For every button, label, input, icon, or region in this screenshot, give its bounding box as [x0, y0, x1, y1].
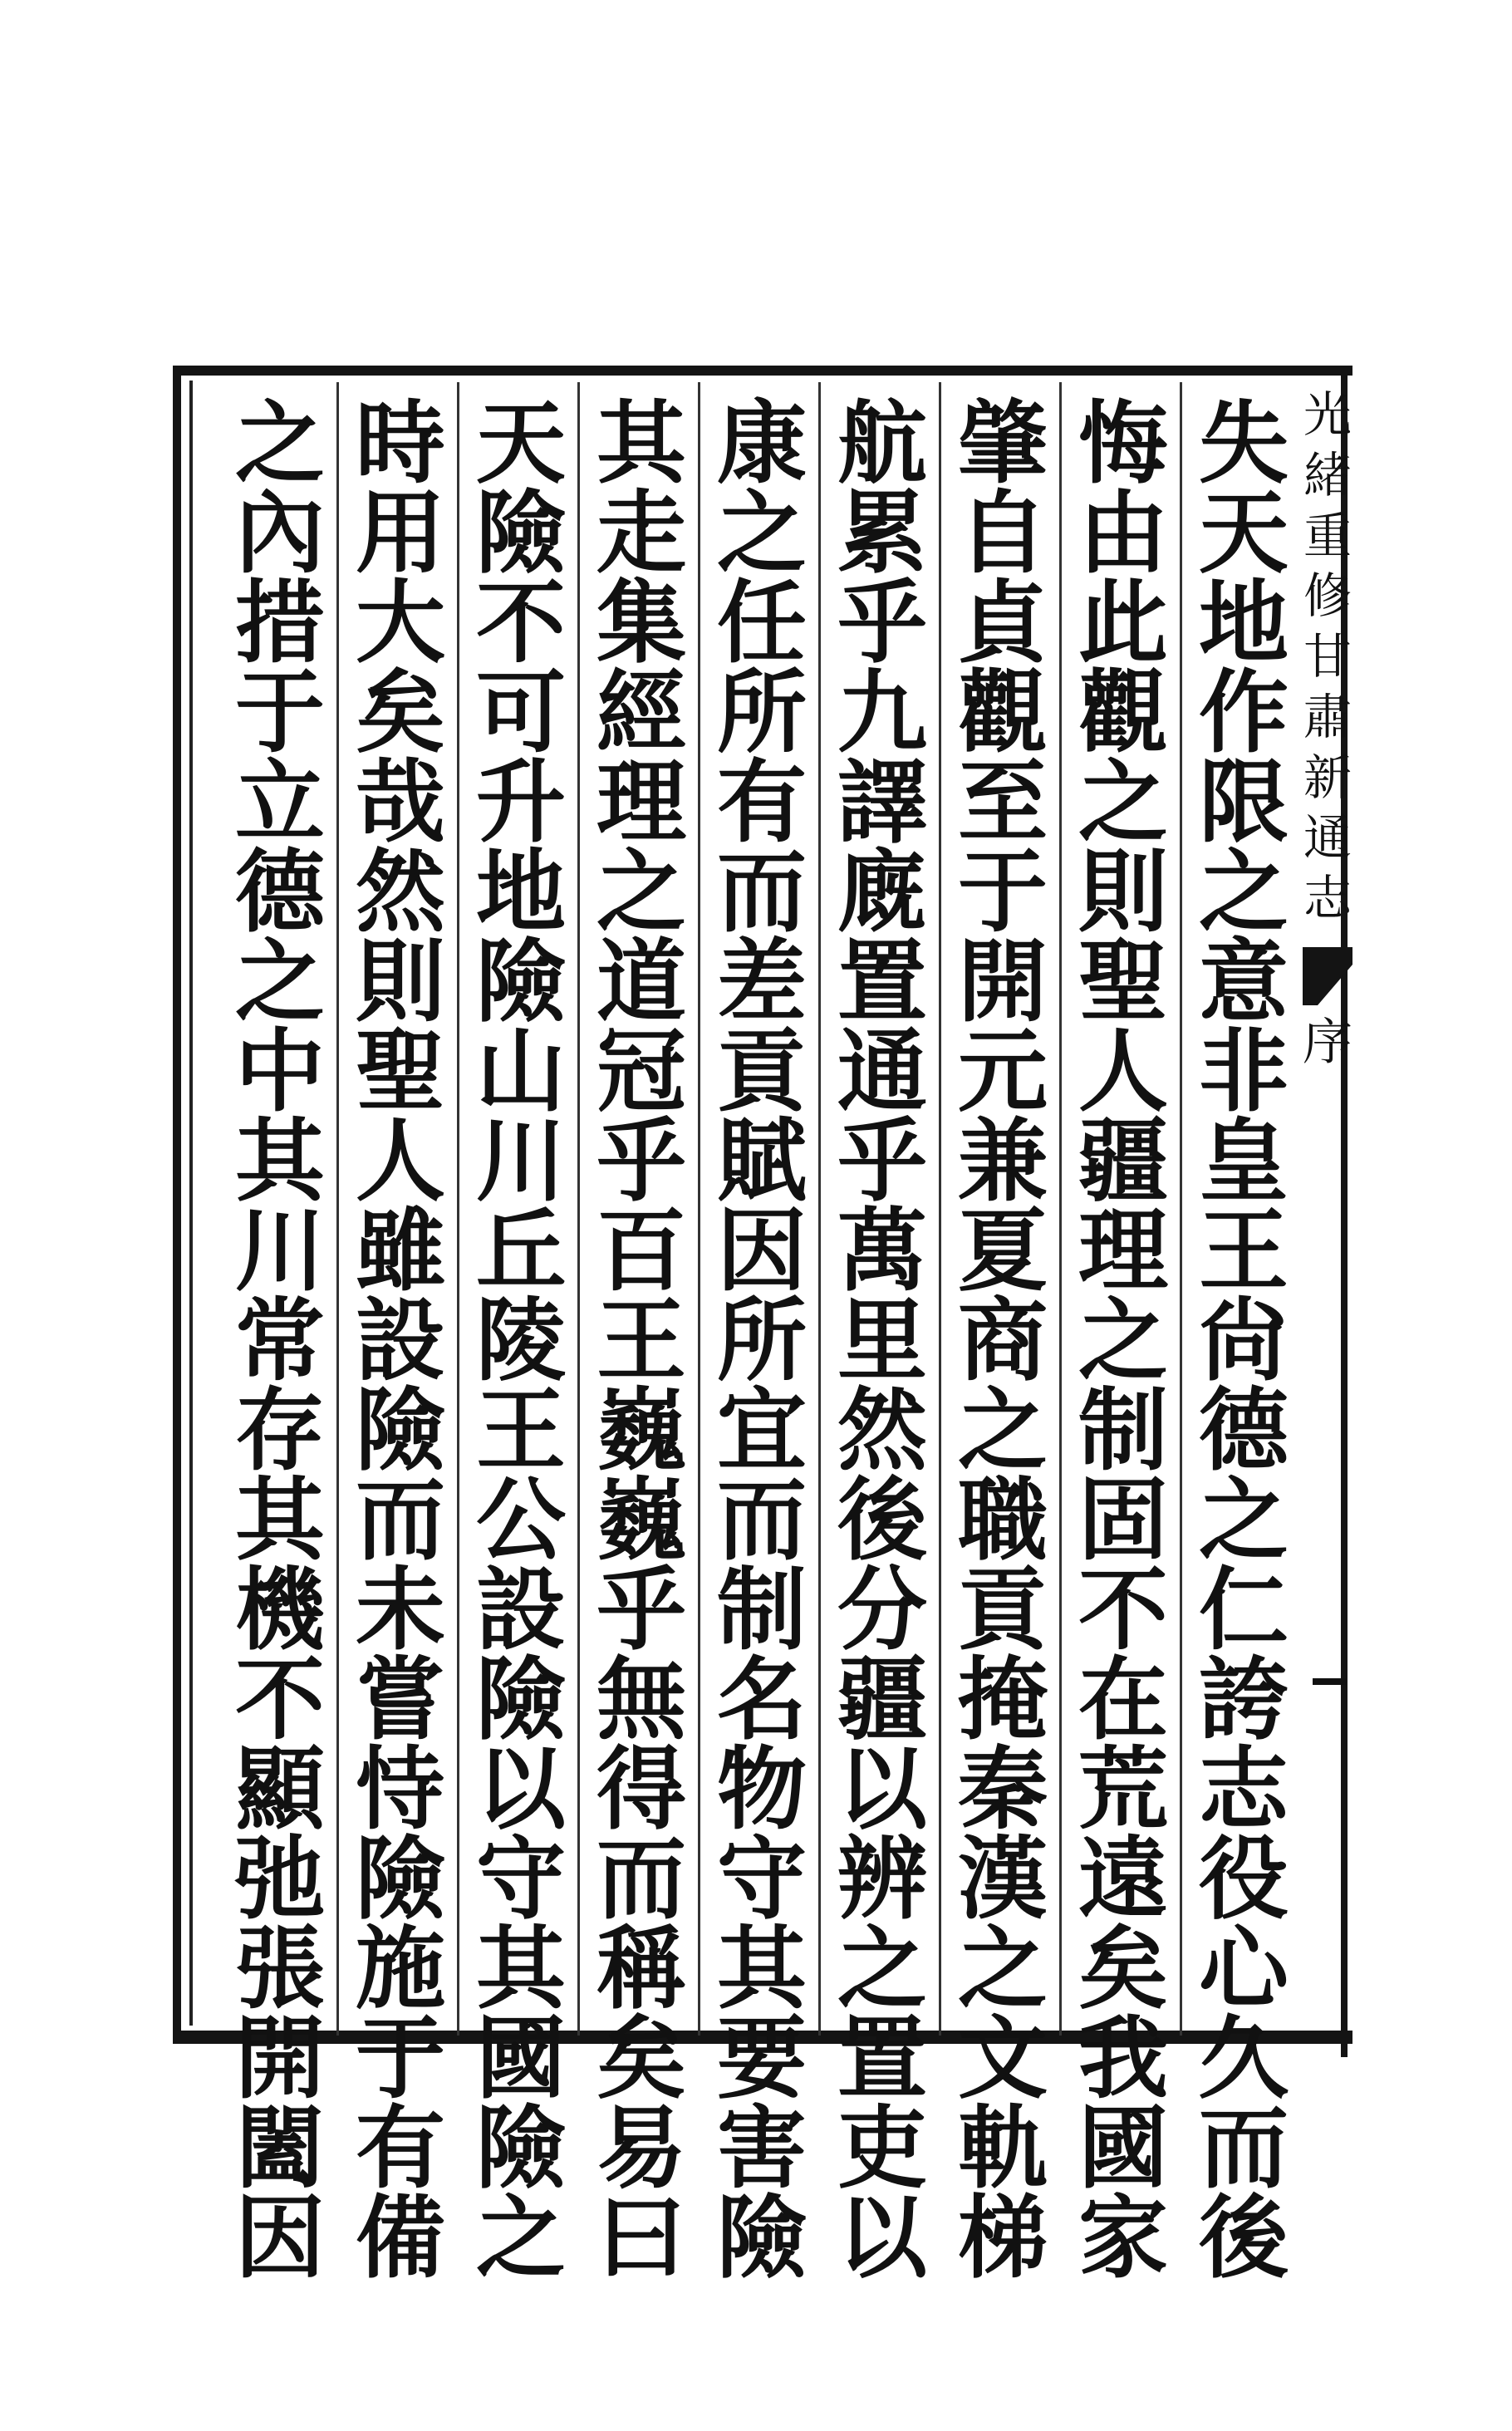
text-character: 之 [1078, 1289, 1168, 1393]
column-rule [577, 382, 580, 2036]
text-character: 則 [1078, 840, 1168, 945]
text-character: 險 [355, 1378, 445, 1483]
text-character: 仁 [1198, 1558, 1289, 1662]
text-character: 乎 [837, 571, 927, 675]
text-character: 險 [475, 1648, 566, 1752]
column-rule [698, 382, 700, 2036]
text-character: 大 [355, 571, 445, 675]
text-character: 之 [837, 1917, 927, 2021]
text-character: 兼 [957, 1109, 1048, 1214]
text-character: 名 [716, 1648, 807, 1752]
margin-title-char: 志 [1303, 870, 1352, 922]
text-character: 丘 [475, 1199, 566, 1304]
text-character: 存 [234, 1378, 325, 1483]
text-character: 矣 [355, 661, 445, 765]
text-character: 萬 [837, 1199, 927, 1304]
text-character: 之 [234, 930, 325, 1034]
text-column-2 [1069, 391, 1177, 2291]
text-character: 無 [596, 1648, 686, 1752]
text-character: 其 [596, 391, 686, 496]
text-character: 之 [234, 391, 325, 496]
text-character: 夏 [957, 1199, 1048, 1304]
text-character: 稱 [596, 1917, 686, 2021]
text-character: 所 [716, 661, 807, 765]
text-character: 之 [596, 840, 686, 945]
column-rule [818, 382, 821, 2036]
text-character: 山 [475, 1019, 566, 1124]
text-character: 意 [1198, 930, 1289, 1034]
text-character: 之 [1078, 750, 1168, 855]
text-character: 悔 [1078, 391, 1168, 496]
text-character: 要 [716, 2006, 807, 2111]
margin-title-char: 新 [1303, 749, 1352, 806]
text-character: 哉 [355, 750, 445, 855]
text-character: 開 [957, 930, 1048, 1034]
text-character: 人 [1078, 1019, 1168, 1124]
text-character: 文 [957, 2006, 1048, 2111]
text-character: 所 [716, 1289, 807, 1393]
text-character: 觀 [957, 661, 1048, 765]
text-character: 得 [596, 1737, 686, 1842]
text-character: 之 [716, 481, 807, 586]
text-character: 機 [234, 1558, 325, 1662]
text-character: 之 [957, 1378, 1048, 1483]
text-character: 我 [1078, 2006, 1168, 2111]
text-character: 德 [1198, 1378, 1289, 1483]
text-character: 元 [957, 1019, 1048, 1124]
text-character: 有 [355, 2096, 445, 2201]
text-character: 差 [716, 930, 807, 1034]
text-character: 之 [1198, 1468, 1289, 1573]
text-character: 川 [234, 1199, 325, 1304]
text-character: 然 [837, 1378, 927, 1483]
text-character: 其 [716, 1917, 807, 2021]
text-character: 之 [1198, 840, 1289, 945]
text-character: 理 [596, 750, 686, 855]
text-character: 制 [1078, 1378, 1168, 1483]
text-character: 開 [234, 2006, 325, 2111]
text-character: 梯 [957, 2186, 1048, 2291]
text-character: 公 [475, 1468, 566, 1573]
text-character: 因 [234, 2186, 325, 2291]
text-character: 中 [234, 1019, 325, 1124]
text-character: 國 [1078, 2096, 1168, 2201]
text-character: 通 [837, 1019, 927, 1124]
text-character: 因 [716, 1199, 807, 1304]
text-column-6 [587, 391, 695, 2291]
text-character: 川 [475, 1109, 566, 1214]
text-character: 以 [837, 2186, 927, 2291]
text-character: 百 [596, 1199, 686, 1304]
text-character: 易 [596, 2096, 686, 2201]
text-character: 觀 [1078, 661, 1168, 765]
text-character: 航 [837, 391, 927, 496]
text-character: 時 [355, 391, 445, 496]
text-character: 秦 [957, 1737, 1048, 1842]
text-character: 辨 [837, 1827, 927, 1932]
text-character: 巍 [596, 1378, 686, 1483]
margin-title-char: 甘 [1303, 628, 1352, 685]
text-character: 皇 [1198, 1109, 1289, 1214]
text-character: 職 [957, 1468, 1048, 1573]
text-character: 地 [1198, 571, 1289, 675]
text-character: 遠 [1078, 1827, 1168, 1932]
text-character: 有 [716, 750, 807, 855]
text-character: 家 [1078, 2186, 1168, 2291]
text-character: 人 [355, 1109, 445, 1214]
text-character: 任 [716, 571, 807, 675]
column-rule [1180, 382, 1182, 2036]
text-character: 役 [1198, 1827, 1289, 1932]
text-character: 然 [355, 840, 445, 945]
column-rule [1059, 382, 1062, 2036]
text-character: 走 [596, 481, 686, 586]
text-character: 道 [596, 930, 686, 1034]
text-character: 集 [596, 571, 686, 675]
text-character: 至 [957, 750, 1048, 855]
text-character: 尙 [1198, 1289, 1289, 1393]
text-character: 里 [837, 1289, 927, 1393]
text-character: 疆 [1078, 1109, 1168, 1214]
text-character: 失 [1198, 391, 1289, 496]
text-character: 立 [234, 750, 325, 855]
margin-book-title [1303, 390, 1352, 922]
text-character: 商 [957, 1289, 1048, 1393]
text-character: 冠 [596, 1019, 686, 1124]
text-character: 不 [234, 1648, 325, 1752]
text-character: 弛 [234, 1827, 325, 1932]
text-character: 自 [957, 481, 1048, 586]
text-character: 曰 [596, 2186, 686, 2291]
margin-section-label [1303, 1014, 1352, 1138]
text-character: 宜 [716, 1378, 807, 1483]
text-character: 誇 [1198, 1648, 1289, 1752]
text-character: 王 [475, 1378, 566, 1483]
text-character: 設 [475, 1558, 566, 1662]
text-character: 則 [355, 930, 445, 1034]
text-character: 巍 [596, 1468, 686, 1573]
margin-title-char: 通 [1303, 809, 1352, 867]
text-character: 險 [475, 930, 566, 1034]
text-column-9 [226, 391, 334, 2291]
text-character: 險 [475, 2096, 566, 2201]
text-column-1 [1190, 391, 1298, 2291]
text-character: 肇 [957, 391, 1048, 496]
text-character: 譯 [837, 750, 927, 855]
text-character: 掩 [957, 1648, 1048, 1752]
text-character: 陵 [475, 1289, 566, 1393]
text-character: 之 [957, 1917, 1048, 2021]
text-character: 分 [837, 1558, 927, 1662]
text-character: 恃 [355, 1737, 445, 1842]
column-rule [336, 382, 339, 2036]
text-character: 作 [1198, 661, 1289, 765]
text-character: 後 [837, 1468, 927, 1573]
text-column-8 [346, 391, 454, 2291]
text-character: 其 [234, 1109, 325, 1214]
text-character: 設 [355, 1289, 445, 1393]
text-character: 不 [475, 571, 566, 675]
text-character: 而 [355, 1468, 445, 1573]
text-character: 制 [716, 1558, 807, 1662]
text-character: 而 [716, 840, 807, 945]
text-character: 施 [355, 1917, 445, 2021]
text-character: 志 [1198, 1737, 1289, 1842]
text-character: 此 [1078, 571, 1168, 675]
text-character: 以 [475, 1737, 566, 1842]
text-character: 廐 [837, 840, 927, 945]
text-character: 顯 [234, 1737, 325, 1842]
text-character: 荒 [1078, 1737, 1168, 1842]
text-character: 軌 [957, 2096, 1048, 2201]
text-character: 九 [837, 661, 927, 765]
text-character: 其 [234, 1468, 325, 1573]
text-character: 聖 [355, 1019, 445, 1124]
text-character: 天 [1198, 481, 1289, 586]
text-character: 貢 [716, 1019, 807, 1124]
text-character: 置 [837, 2006, 927, 2111]
text-character: 貢 [957, 1558, 1048, 1662]
text-column-7 [467, 391, 575, 2291]
text-character: 乎 [837, 1109, 927, 1214]
text-character: 王 [596, 1289, 686, 1393]
text-character: 康 [716, 391, 807, 496]
text-character: 備 [355, 2186, 445, 2291]
text-character: 賦 [716, 1109, 807, 1214]
text-character: 于 [355, 2006, 445, 2111]
text-character: 置 [837, 930, 927, 1034]
text-character: 而 [596, 1827, 686, 1932]
text-character: 嘗 [355, 1648, 445, 1752]
text-character: 而 [716, 1468, 807, 1573]
text-character: 于 [234, 661, 325, 765]
margin-section-char: 序 [1303, 1014, 1352, 1072]
text-character: 不 [1078, 1558, 1168, 1662]
page-number [1313, 1678, 1346, 1685]
margin-title-char: 肅 [1303, 688, 1352, 745]
text-character: 非 [1198, 1019, 1289, 1124]
text-character: 德 [234, 840, 325, 945]
text-character: 乎 [596, 1558, 686, 1662]
text-character: 而 [1198, 2096, 1289, 2201]
text-character: 險 [716, 2186, 807, 2291]
text-character: 久 [1198, 2006, 1289, 2111]
text-character: 由 [1078, 481, 1168, 586]
text-character: 限 [1198, 750, 1289, 855]
text-character: 措 [234, 571, 325, 675]
inner-border-line [189, 381, 193, 2026]
text-character: 心 [1198, 1917, 1289, 2021]
text-character: 經 [596, 661, 686, 765]
text-character: 之 [475, 2186, 566, 2291]
text-character: 乎 [596, 1109, 686, 1214]
text-character: 漢 [957, 1827, 1048, 1932]
text-character: 常 [234, 1289, 325, 1393]
margin-title-char: 緒 [1303, 446, 1352, 503]
text-character: 未 [355, 1558, 445, 1662]
text-character: 于 [957, 840, 1048, 945]
text-character: 可 [475, 661, 566, 765]
text-character: 吏 [837, 2096, 927, 2201]
text-character: 疆 [837, 1648, 927, 1752]
text-character: 守 [475, 1827, 566, 1932]
text-character: 升 [475, 750, 566, 855]
margin-title-char: 光 [1303, 390, 1352, 443]
text-column-3 [949, 391, 1057, 2291]
text-character: 後 [1198, 2186, 1289, 2291]
text-character: 內 [234, 481, 325, 586]
text-character: 天 [475, 391, 566, 496]
text-character: 張 [234, 1917, 325, 2021]
text-character: 其 [475, 1917, 566, 2021]
text-column-5 [708, 391, 816, 2291]
text-character: 險 [475, 481, 566, 586]
column-rule [939, 382, 941, 2036]
text-character: 貞 [957, 571, 1048, 675]
text-character: 以 [837, 1737, 927, 1842]
text-column-4 [828, 391, 936, 2291]
text-character: 守 [716, 1827, 807, 1932]
text-character: 地 [475, 840, 566, 945]
column-rule [457, 382, 459, 2036]
text-character: 固 [1078, 1468, 1168, 1573]
margin-title-char: 重 [1303, 507, 1352, 564]
text-character: 理 [1078, 1199, 1168, 1304]
margin-title-char: 修 [1303, 567, 1352, 625]
text-character: 矣 [596, 2006, 686, 2111]
text-character: 在 [1078, 1648, 1168, 1752]
text-character: 王 [1198, 1199, 1289, 1304]
text-character: 害 [716, 2096, 807, 2201]
text-character: 矣 [1078, 1917, 1168, 2021]
text-character: 雖 [355, 1199, 445, 1304]
text-character: 累 [837, 481, 927, 586]
text-character: 物 [716, 1737, 807, 1842]
text-character: 聖 [1078, 930, 1168, 1034]
text-character: 闔 [234, 2096, 325, 2201]
text-character: 險 [355, 1827, 445, 1932]
text-character: 國 [475, 2006, 566, 2111]
text-character: 用 [355, 481, 445, 586]
